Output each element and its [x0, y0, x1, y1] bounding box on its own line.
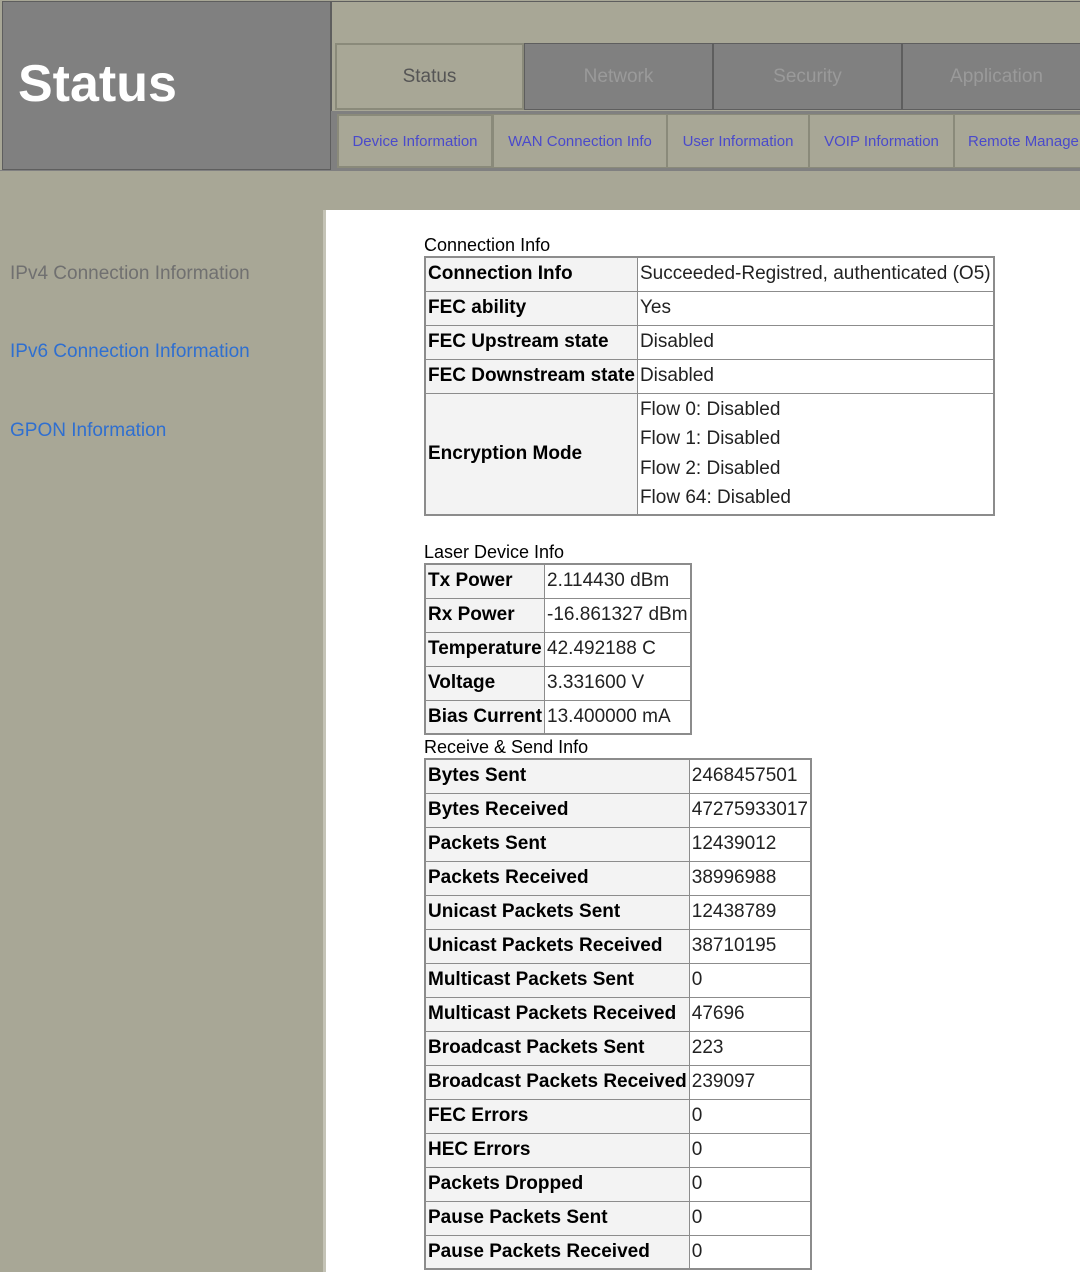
row-key: Unicast Packets Sent — [425, 895, 689, 929]
table-row — [425, 1065, 811, 1099]
row-value: 13.400000 mA — [545, 700, 691, 734]
row-key: Packets Sent — [425, 827, 689, 861]
row-key: Bias Current — [425, 700, 545, 734]
row-key: FEC Upstream state — [425, 325, 637, 359]
table-row — [425, 929, 811, 963]
row-value: Disabled — [637, 325, 993, 359]
row-key: FEC Errors — [425, 1099, 689, 1133]
main-content — [326, 210, 1080, 1272]
row-value: 38996988 — [689, 861, 811, 895]
table-row — [425, 1235, 811, 1269]
row-value: 12439012 — [689, 827, 811, 861]
subtab-wan-connection-info-label: WAN Connection Info — [508, 132, 652, 150]
sidebar-item-ipv4[interactable]: IPv4 Connection Information — [10, 263, 250, 284]
row-key: Broadcast Packets Sent — [425, 1031, 689, 1065]
row-key: Bytes Sent — [425, 759, 689, 793]
table-row — [425, 895, 811, 929]
table-row — [425, 257, 994, 291]
row-key: Encryption Mode — [425, 393, 637, 515]
row-value: 47275933017 — [689, 793, 811, 827]
table-row — [425, 827, 811, 861]
row-value: 38710195 — [689, 929, 811, 963]
sidebar — [0, 210, 323, 1272]
row-key: HEC Errors — [425, 1133, 689, 1167]
subtab-remote-manage[interactable] — [954, 114, 1080, 168]
table-row — [425, 1099, 811, 1133]
table-row — [425, 325, 994, 359]
table-row — [425, 1031, 811, 1065]
flow-item: Flow 0: Disabled — [639, 398, 781, 420]
table-row — [425, 393, 994, 515]
table-row — [425, 997, 811, 1031]
table-row — [425, 861, 811, 895]
laser-info-title: Laser Device Info — [424, 542, 565, 562]
row-key: Packets Received — [425, 861, 689, 895]
row-value: Disabled — [637, 359, 993, 393]
table-row — [425, 793, 811, 827]
table-row — [425, 666, 691, 700]
table-row — [425, 1201, 811, 1235]
table-row — [425, 700, 691, 734]
subtab-device-information[interactable] — [337, 114, 493, 168]
tab-network-label: Network — [583, 65, 654, 87]
row-key: Unicast Packets Received — [425, 929, 689, 963]
subtab-remote-manage-label: Remote Manage — [968, 132, 1079, 150]
rs-info-title: Receive & Send Info — [424, 737, 589, 757]
row-value: 0 — [689, 1235, 811, 1269]
header-band — [0, 170, 1080, 211]
subtab-voip-information-label: VOIP Information — [824, 132, 939, 150]
row-value: 0 — [689, 1167, 811, 1201]
row-value: -16.861327 dBm — [545, 598, 691, 632]
tab-application[interactable] — [902, 43, 1080, 110]
flow-item: Flow 64: Disabled — [639, 487, 791, 509]
row-value: 0 — [689, 1099, 811, 1133]
row-value: 0 — [689, 963, 811, 997]
table-row — [425, 1167, 811, 1201]
row-key: Connection Info — [425, 257, 637, 291]
page-title-panel — [2, 1, 331, 170]
row-key: Broadcast Packets Received — [425, 1065, 689, 1099]
tab-security-label: Security — [773, 65, 842, 87]
row-value: Yes — [637, 291, 993, 325]
row-key: Multicast Packets Sent — [425, 963, 689, 997]
sidebar-item-ipv6[interactable]: IPv6 Connection Information — [10, 341, 250, 362]
row-value: 2.114430 dBm — [545, 564, 691, 598]
row-key: Temperature — [425, 632, 545, 666]
table-row — [425, 359, 994, 393]
tab-security[interactable] — [713, 43, 902, 110]
tab-network[interactable] — [524, 43, 713, 110]
connection-info-table — [424, 256, 995, 516]
row-value: 12438789 — [689, 895, 811, 929]
row-key: Voltage — [425, 666, 545, 700]
row-value: 223 — [689, 1031, 811, 1065]
row-value: 2468457501 — [689, 759, 811, 793]
row-value: 0 — [689, 1201, 811, 1235]
tab-status[interactable] — [335, 43, 524, 110]
row-value: 239097 — [689, 1065, 811, 1099]
tab-status-label: Status — [402, 65, 457, 87]
subtab-wan-connection-info[interactable] — [493, 114, 667, 168]
row-value: 42.492188 C — [545, 632, 691, 666]
subtab-device-information-label: Device Information — [352, 132, 478, 150]
subtab-user-information-label: User Information — [682, 132, 794, 150]
table-row — [425, 564, 691, 598]
table-row — [425, 963, 811, 997]
encryption-flows — [637, 393, 993, 515]
row-key: Tx Power — [425, 564, 545, 598]
row-value: 3.331600 V — [545, 666, 691, 700]
table-row — [425, 598, 691, 632]
page-title: Status — [18, 55, 177, 113]
row-value: 47696 — [689, 997, 811, 1031]
flow-item: Flow 1: Disabled — [639, 428, 781, 450]
subtab-voip-information[interactable] — [809, 114, 954, 168]
table-row — [425, 1133, 811, 1167]
row-key: Packets Dropped — [425, 1167, 689, 1201]
row-key: Rx Power — [425, 598, 545, 632]
row-key: FEC Downstream state — [425, 359, 637, 393]
connection-info-title: Connection Info — [424, 235, 551, 255]
row-key: Bytes Received — [425, 793, 689, 827]
table-row — [425, 291, 994, 325]
rs-info-table — [424, 758, 812, 1270]
sidebar-item-gpon[interactable]: GPON Information — [10, 420, 167, 441]
laser-info-table — [424, 563, 692, 735]
row-key: Multicast Packets Received — [425, 997, 689, 1031]
subtab-user-information[interactable] — [667, 114, 809, 168]
row-key: FEC ability — [425, 291, 637, 325]
sub-tab-bar — [331, 111, 1080, 170]
row-key: Pause Packets Received — [425, 1235, 689, 1269]
row-value: Succeeded-Registred, authenticated (O5) — [637, 257, 993, 291]
row-key: Pause Packets Sent — [425, 1201, 689, 1235]
table-row — [425, 632, 691, 666]
table-row — [425, 759, 811, 793]
flow-item: Flow 2: Disabled — [639, 457, 781, 479]
row-value: 0 — [689, 1133, 811, 1167]
tab-application-label: Application — [950, 65, 1043, 87]
